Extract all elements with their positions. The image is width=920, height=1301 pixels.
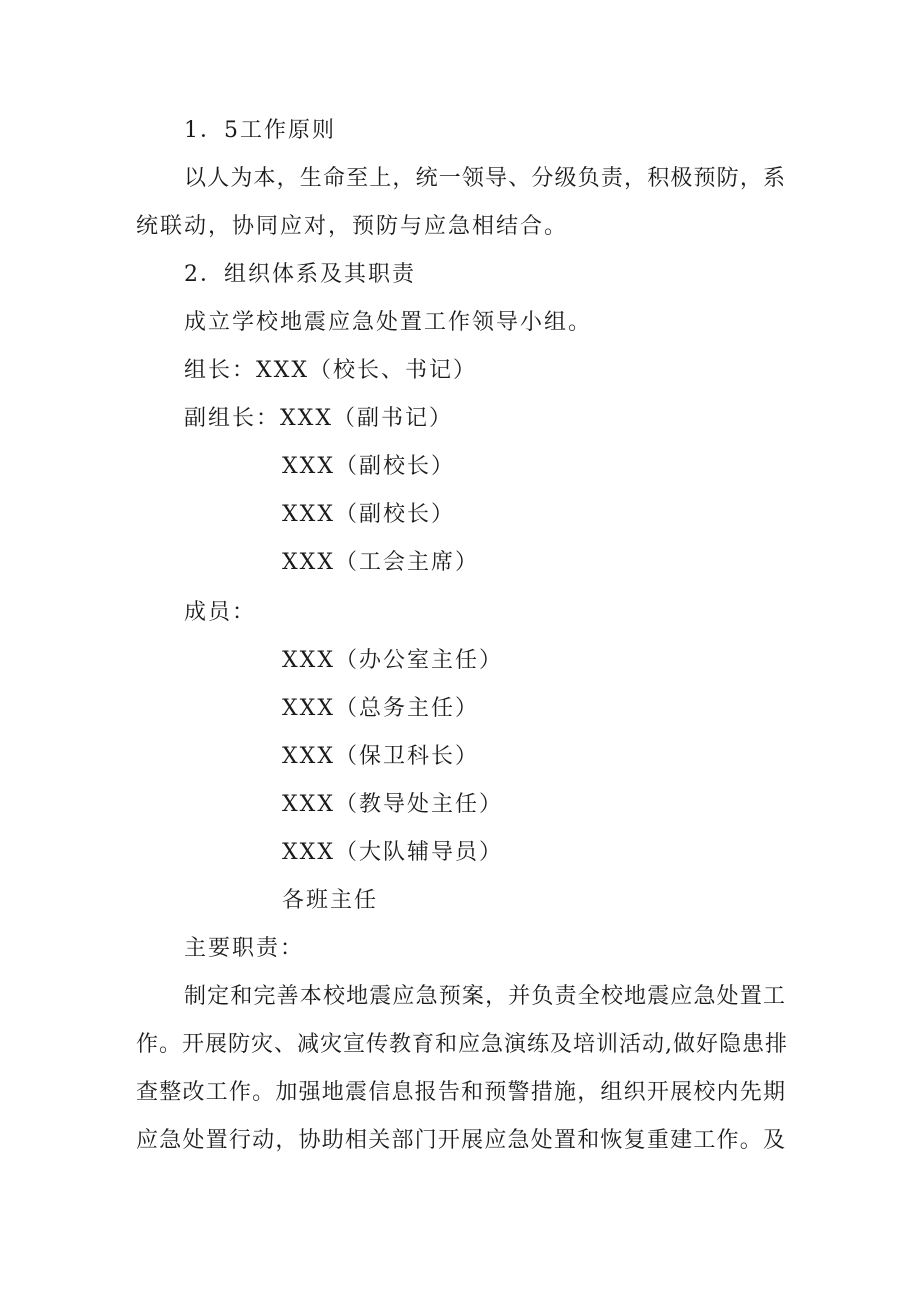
deputy-item: XXX（副校长）: [282, 502, 455, 527]
members-label: 成员：: [184, 600, 257, 625]
deputy-leader-line: 副组长：XXX（副书记）: [184, 406, 453, 431]
section-2-heading: 2．组织体系及其职责: [184, 262, 416, 287]
principles-paragraph-line-2: 统联动，协同应对，预防与应急相结合。: [136, 214, 569, 239]
deputy-item: XXX（副校长）: [282, 454, 455, 479]
duties-paragraph-line-2: 作。开展防灾、减灾宣传教育和应急演练及培训活动,做好隐患排: [136, 1032, 788, 1057]
member-item: XXX（办公室主任）: [282, 648, 503, 673]
duties-paragraph-line-3: 查整改工作。加强地震信息报告和预警措施，组织开展校内先期: [136, 1080, 786, 1105]
member-item: XXX（大队辅导员）: [282, 840, 503, 865]
duties-label: 主要职责：: [184, 936, 305, 961]
member-item: XXX（教导处主任）: [282, 792, 503, 817]
member-item: XXX（总务主任）: [282, 696, 479, 721]
group-intro: 成立学校地震应急处置工作领导小组。: [184, 310, 593, 335]
group-leader: 组长：XXX（校长、书记）: [184, 358, 477, 383]
deputy-item: XXX（工会主席）: [282, 550, 479, 575]
member-item: 各班主任: [282, 888, 379, 913]
member-item: XXX（保卫科长）: [282, 744, 479, 769]
duties-paragraph-line-1: 制定和完善本校地震应急预案，并负责全校地震应急处置工: [184, 984, 786, 1009]
section-1-5-heading: 1．5工作原则: [184, 118, 336, 143]
principles-paragraph-line-1: 以人为本，生命至上，统一领导、分级负责，积极预防，系: [184, 166, 786, 191]
duties-paragraph-line-4: 应急处置行动，协助相关部门开展应急处置和恢复重建工作。及: [136, 1128, 786, 1153]
